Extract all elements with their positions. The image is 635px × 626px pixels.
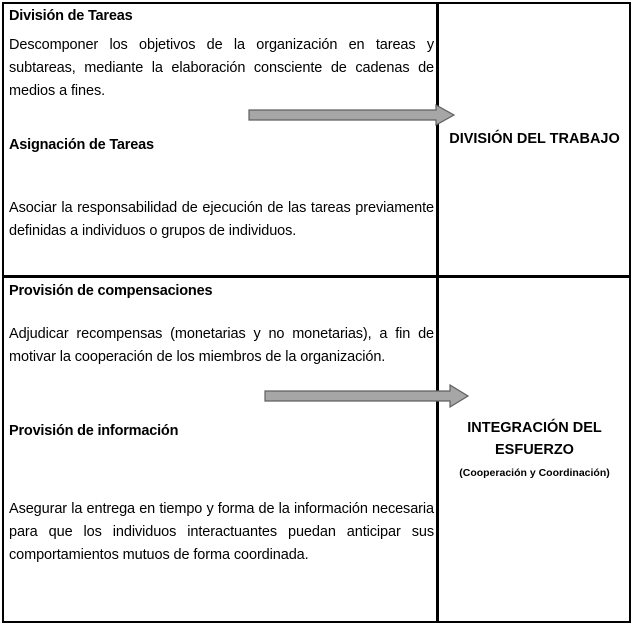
provision-informacion-text: Asegurar la entrega en tiempo y forma de la información necesaria para que los individuos interactuantes puedan anticipar sus comportamientos mutuos de forma coordinada. — [9, 501, 434, 563]
cooperacion-coordinacion-note: (Cooperación y Coordinación) — [459, 467, 610, 479]
provision-informacion-heading: Provisión de información — [9, 423, 179, 439]
division-tareas-heading: División de Tareas — [9, 8, 133, 24]
provision-compensaciones-heading: Provisión de compensaciones — [9, 283, 213, 299]
integracion-esfuerzo-label — [440, 417, 629, 461]
column-divider — [436, 2, 439, 623]
arrow-right-icon — [248, 104, 456, 126]
division-tareas-text: Descomponer los objetivos de la organización en tareas y subtareas, mediante la elaboración consciente de cadenas de medios a fines. — [9, 37, 434, 99]
integracion-line2: ESFUERZO — [495, 442, 574, 458]
arrow-right-icon — [264, 384, 470, 408]
provision-compensaciones-text: Adjudicar recompensas (monetarias y no monetarias), a fin de motivar la cooperación de los miembros de la organización. — [9, 326, 434, 365]
division-trabajo-label: DIVISIÓN DEL TRABAJO — [449, 131, 620, 147]
asignacion-tareas-text: Asociar la responsabilidad de ejecución de las tareas previamente definidas a individuos o grupos de individuos. — [9, 200, 434, 239]
row-divider — [2, 275, 631, 278]
asignacion-tareas-heading: Asignación de Tareas — [9, 137, 154, 153]
integracion-line1: INTEGRACIÓN DEL — [467, 420, 602, 436]
